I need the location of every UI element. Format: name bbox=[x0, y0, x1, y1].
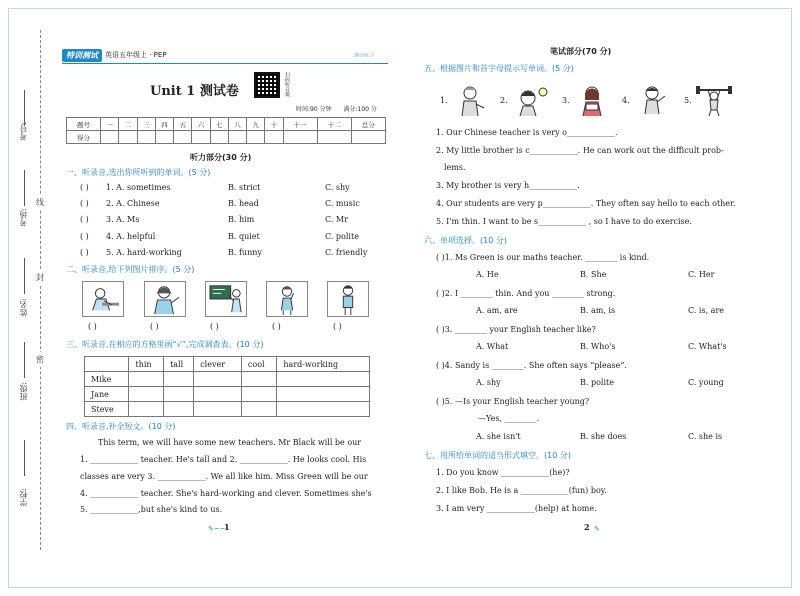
score-input-cell[interactable] bbox=[265, 131, 283, 144]
picture-teacher-blackboard bbox=[205, 281, 247, 317]
survey-header-cell: tall bbox=[164, 357, 194, 372]
survey-row-label: Jane bbox=[85, 387, 129, 402]
s6-q5-option-c: C. she is bbox=[688, 432, 723, 441]
s7-item-3[interactable]: 3. I am very ____________(help) at home. bbox=[436, 504, 597, 513]
survey-header-row bbox=[85, 357, 370, 372]
order-paren-4[interactable]: ( ) bbox=[272, 322, 281, 331]
picture-girl-idea bbox=[512, 84, 552, 116]
s6-q1-option-b: B. She bbox=[580, 270, 607, 279]
survey-check-cell[interactable] bbox=[194, 402, 242, 417]
option-a: 3. A. Ms bbox=[106, 215, 140, 224]
score-input-cell[interactable] bbox=[247, 131, 265, 144]
binding-label-school: 学校: bbox=[19, 488, 28, 507]
s6-q4-option-a: A. shy bbox=[476, 378, 501, 387]
survey-row-label: Mike bbox=[85, 372, 129, 387]
picture-boy-thinking bbox=[266, 281, 308, 317]
s6-question-2[interactable]: ( )2. I ________ thin. And you ________ strong. bbox=[436, 289, 616, 298]
score-cell: 得分 bbox=[67, 131, 101, 144]
survey-header-cell: clever bbox=[194, 357, 242, 372]
survey-check-cell[interactable] bbox=[164, 372, 194, 387]
option-a: 1. A. sometimes bbox=[106, 183, 171, 192]
score-cell: 三 bbox=[137, 118, 155, 131]
binding-label-exam-no: 考号: bbox=[19, 122, 28, 141]
score-input-cell[interactable] bbox=[283, 131, 317, 144]
listening-part-title: 听力部分(30 分) bbox=[190, 153, 252, 162]
option-c: C. friendly bbox=[325, 248, 368, 257]
option-a: 5. A. hard-working bbox=[106, 248, 182, 257]
brand-tag: 测评练习 bbox=[354, 53, 375, 59]
order-paren-5[interactable]: ( ) bbox=[333, 322, 342, 331]
score-input-cell[interactable] bbox=[192, 131, 210, 144]
picture-boy-polite bbox=[632, 84, 672, 116]
page-number-2: 2 bbox=[584, 522, 590, 532]
answer-paren[interactable]: ( ) bbox=[80, 232, 89, 241]
option-b: B. strict bbox=[228, 183, 261, 192]
binding-glyph-secret: 密 bbox=[36, 352, 44, 367]
option-b: B. head bbox=[228, 199, 259, 208]
survey-row bbox=[85, 387, 370, 402]
s6-q5-option-a: A. she isn't bbox=[476, 432, 521, 441]
survey-header-cell: thin bbox=[129, 357, 164, 372]
qr-code-icon[interactable] bbox=[254, 72, 280, 98]
score-cell: 九 bbox=[247, 118, 265, 131]
binding-write-line bbox=[24, 258, 25, 294]
score-cell: 四 bbox=[155, 118, 173, 131]
s5-item-5[interactable]: 5. I'm thin. I want to be s____________ , so I have to do exercise. bbox=[436, 217, 692, 226]
binding-write-line bbox=[24, 90, 25, 126]
s5-item-2[interactable]: 2. My little brother is c____________. He can work out the difficult prob- bbox=[436, 146, 724, 155]
picture-girl-reading bbox=[572, 84, 612, 116]
picture-weightlifter bbox=[694, 84, 734, 116]
survey-header-cell bbox=[85, 357, 129, 372]
binding-label-exam-room: 考场: bbox=[19, 208, 28, 227]
answer-paren[interactable]: ( ) bbox=[80, 183, 89, 192]
option-b: B. him bbox=[228, 215, 255, 224]
score-table-row-score bbox=[67, 131, 386, 144]
s7-item-1[interactable]: 1. Do you know ____________(he)? bbox=[436, 468, 570, 477]
survey-check-cell[interactable] bbox=[129, 387, 164, 402]
option-c: C. Mr bbox=[325, 215, 348, 224]
s6-question-3[interactable]: ( )3. ________ your English teacher like? bbox=[436, 325, 596, 334]
picture-num: 2. bbox=[500, 96, 508, 105]
score-cell: 八 bbox=[228, 118, 246, 131]
survey-check-cell[interactable] bbox=[164, 387, 194, 402]
survey-check-cell[interactable] bbox=[241, 402, 276, 417]
s7-item-2[interactable]: 2. I like Bob. He is a ____________(fun) boy. bbox=[436, 486, 607, 495]
picture-old-man bbox=[452, 84, 492, 116]
passage-line-5[interactable]: 5. ____________,but she's kind to us. bbox=[80, 505, 223, 514]
score-table-row-head bbox=[67, 118, 386, 131]
score-cell: 十二 bbox=[317, 118, 351, 131]
survey-row bbox=[85, 402, 370, 417]
answer-paren[interactable]: ( ) bbox=[80, 199, 89, 208]
score-input-cell[interactable] bbox=[351, 131, 385, 144]
survey-header-cell: cool bbox=[241, 357, 276, 372]
passage-line-1: This term, we will have some new teachers. Mr Black will be our bbox=[98, 438, 362, 447]
s6-q1-option-c: C. Her bbox=[688, 270, 715, 279]
survey-check-cell[interactable] bbox=[129, 402, 164, 417]
s6-q3-option-a: A. What bbox=[476, 342, 509, 351]
picture-teacher-speaking bbox=[144, 281, 186, 317]
s6-question-4[interactable]: ( )4. Sandy is ________. She often says “please”. bbox=[436, 361, 627, 370]
score-cell: 十 bbox=[265, 118, 283, 131]
s5-item-4[interactable]: 4. Our students are very p____________. They often say hello to each other. bbox=[436, 199, 736, 208]
score-input-cell[interactable] bbox=[210, 131, 228, 144]
written-part-title: 笔试部分(70 分) bbox=[550, 47, 612, 56]
survey-check-cell[interactable] bbox=[277, 372, 370, 387]
order-paren-3[interactable]: ( ) bbox=[210, 322, 219, 331]
score-input-cell[interactable] bbox=[317, 131, 351, 144]
survey-check-cell[interactable] bbox=[277, 402, 370, 417]
binding-write-line bbox=[24, 440, 25, 476]
qr-caption: 扫码听音频 bbox=[284, 72, 290, 97]
option-b: B. quiet bbox=[228, 232, 260, 241]
binding-strip bbox=[12, 30, 50, 550]
header-rule bbox=[62, 63, 388, 64]
section-5-heading: 五、根据图片和首字母提示写单词。(5 分) bbox=[424, 64, 574, 73]
option-c: C. shy bbox=[325, 183, 350, 192]
section-7-heading: 七、用所给单词的适当形式填空。(10 分) bbox=[424, 451, 571, 460]
passage-line-4[interactable]: 4. ____________ teacher. She's hard-working and clever. Sometimes she's bbox=[80, 489, 372, 498]
answer-paren[interactable]: ( ) bbox=[80, 215, 89, 224]
time-info bbox=[296, 104, 387, 113]
s6-q1-option-a: A. He bbox=[476, 270, 499, 279]
binding-label-name: 姓名: bbox=[19, 298, 28, 317]
order-paren-1[interactable]: ( ) bbox=[88, 322, 97, 331]
survey-header-cell: hard-working bbox=[277, 357, 370, 372]
s6-q4-option-b: B. polite bbox=[580, 378, 614, 387]
option-a: 2. A. Chinese bbox=[106, 199, 160, 208]
binding-label-class: 班级: bbox=[19, 382, 28, 401]
score-cell: 六 bbox=[192, 118, 210, 131]
page-deco-icon: ✎ bbox=[594, 525, 600, 533]
s6-q2-option-c: C. is, are bbox=[688, 306, 724, 315]
option-b: B. funny bbox=[228, 248, 262, 257]
picture-num: 4. bbox=[622, 96, 630, 105]
s6-q4-option-c: C. young bbox=[688, 378, 724, 387]
score-cell: 一 bbox=[101, 118, 119, 131]
binding-glyph-seal: 封 bbox=[36, 270, 44, 285]
section-2-heading: 二、听录音,给下列图片排序。(5 分) bbox=[66, 265, 195, 274]
s6-q3-option-b: B. Who's bbox=[580, 342, 616, 351]
score-cell: 十一 bbox=[283, 118, 317, 131]
score-cell: 题号 bbox=[67, 118, 101, 131]
passage-line-2[interactable]: 1. ____________ teacher. He's tall and 2. ____________. He looks cool. His bbox=[80, 455, 367, 464]
score-table bbox=[66, 117, 386, 144]
score-input-cell[interactable] bbox=[155, 131, 173, 144]
s6-q3-option-c: C. What's bbox=[688, 342, 727, 351]
section-3-heading: 三、听录音,在相应的方格里画“√”,完成调查表。(10 分) bbox=[66, 340, 264, 349]
score-input-cell[interactable] bbox=[101, 131, 119, 144]
picture-boy-standing bbox=[327, 281, 369, 317]
survey-check-cell[interactable] bbox=[277, 387, 370, 402]
score-input-cell[interactable] bbox=[228, 131, 246, 144]
score-cell: 二 bbox=[119, 118, 137, 131]
option-a: 4. A. helpful bbox=[106, 232, 156, 241]
page-border bbox=[8, 8, 792, 588]
binding-write-line bbox=[24, 170, 25, 206]
time-limit: 时间:90 分钟 bbox=[296, 106, 332, 113]
s6-q2-option-b: B. am, is bbox=[580, 306, 616, 315]
survey-check-cell[interactable] bbox=[129, 372, 164, 387]
s6-q5-option-b: B. she does bbox=[580, 432, 627, 441]
s5-item-2-cont: lems. bbox=[444, 163, 466, 172]
score-cell: 五 bbox=[174, 118, 192, 131]
survey-check-cell[interactable] bbox=[194, 372, 242, 387]
survey-check-cell[interactable] bbox=[241, 387, 276, 402]
survey-check-cell[interactable] bbox=[194, 387, 242, 402]
page-deco-icon: ✎~~ bbox=[208, 525, 226, 533]
option-c: C. polite bbox=[325, 232, 359, 241]
section-6-heading: 六、单项选择。(10 分) bbox=[424, 236, 507, 245]
option-c: C. music bbox=[325, 199, 360, 208]
binding-write-line bbox=[24, 342, 25, 378]
score-cell: 总分 bbox=[351, 118, 385, 131]
full-score: 满分:100 分 bbox=[343, 106, 377, 113]
brand-logo: 特训测试 bbox=[62, 49, 102, 62]
passage-line-3[interactable]: classes are very 3. ____________. We all like him. Miss Green will be our bbox=[80, 472, 368, 481]
picture-num: 1. bbox=[440, 96, 448, 105]
picture-num: 3. bbox=[562, 96, 570, 105]
s6-question-5[interactable]: ( )5. —Is your English teacher young? bbox=[436, 397, 590, 406]
s6-question-1[interactable]: ( )1. Ms Green is our maths teacher. ________ is kind. bbox=[436, 253, 650, 262]
survey-table bbox=[84, 356, 370, 417]
binding-dashed-line bbox=[40, 30, 41, 550]
survey-check-cell[interactable] bbox=[164, 402, 194, 417]
binding-glyph-line: 线 bbox=[36, 195, 44, 210]
score-input-cell[interactable] bbox=[137, 131, 155, 144]
survey-check-cell[interactable] bbox=[241, 372, 276, 387]
score-input-cell[interactable] bbox=[119, 131, 137, 144]
brand-subtitle: 英语五年级上 · PEP bbox=[105, 51, 167, 59]
picture-student-writing bbox=[82, 281, 124, 317]
picture-num: 5. bbox=[684, 96, 692, 105]
page-title: Unit 1 测试卷 bbox=[150, 84, 239, 99]
survey-row-label: Steve bbox=[85, 402, 129, 417]
s5-item-3[interactable]: 3. My brother is very h____________. bbox=[436, 181, 580, 190]
s5-item-1[interactable]: 1. Our Chinese teacher is very o____________. bbox=[436, 128, 618, 137]
section-4-heading: 四、听录音,补全短文。(10 分) bbox=[66, 422, 176, 431]
score-cell: 七 bbox=[210, 118, 228, 131]
score-input-cell[interactable] bbox=[174, 131, 192, 144]
s6-question-5-answer: —Yes, ________. bbox=[478, 414, 540, 423]
survey-row bbox=[85, 372, 370, 387]
brand bbox=[62, 48, 167, 62]
section-1-heading: 一、听录音,选出你所听到的单词。(5 分) bbox=[66, 168, 211, 177]
page-number-1: 1 bbox=[224, 522, 230, 532]
order-paren-2[interactable]: ( ) bbox=[150, 322, 159, 331]
s6-q2-option-a: A. am, are bbox=[476, 306, 518, 315]
answer-paren[interactable]: ( ) bbox=[80, 248, 89, 257]
